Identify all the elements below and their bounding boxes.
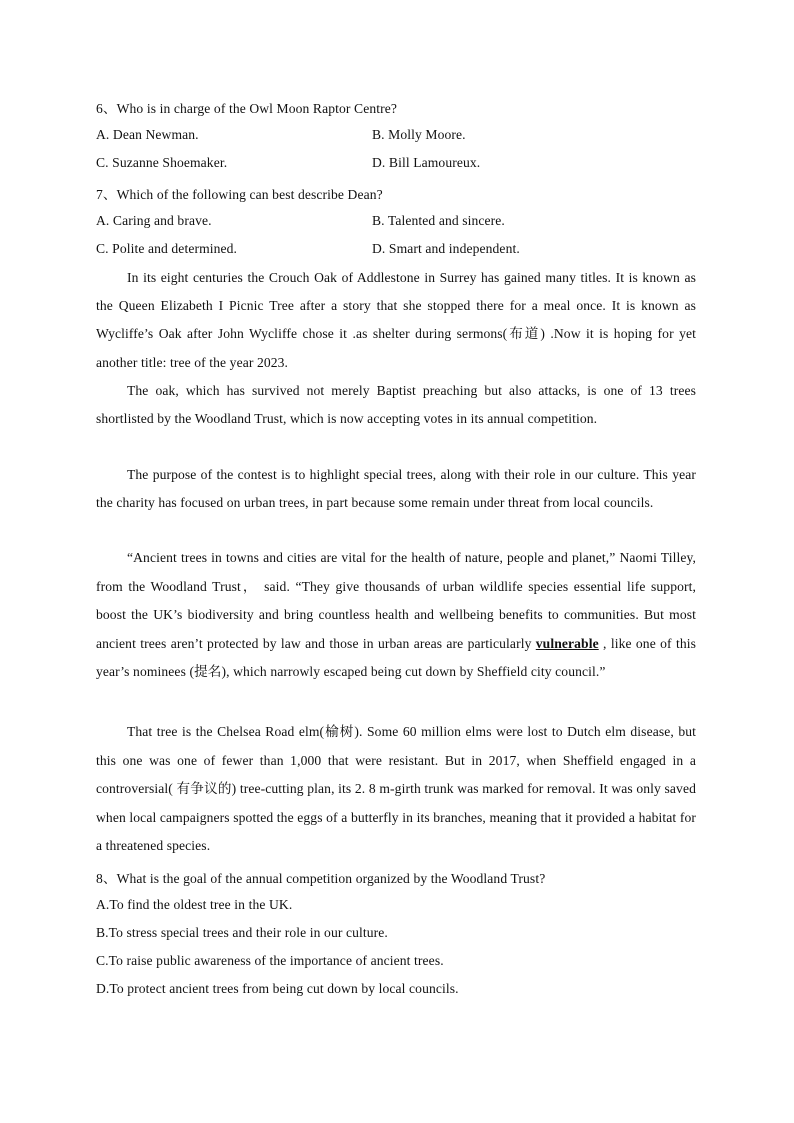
question-6-option-d: D. Bill Lamoureux. bbox=[372, 155, 481, 170]
question-8-option-a: A.To find the oldest tree in the UK. bbox=[96, 897, 293, 912]
keyword-vulnerable: vulnerable bbox=[535, 635, 599, 651]
paragraph-4-text-start: “Ancient trees in towns and cities are vital for the health of nature, people and planet,” Naomi Tilley, from the Woodland Trust， said. “They give thousands of urban wildlife species essential life support, boost the UK’s biodiversity and bring countless health and wellbeing benefits to communities. But most ancient trees aren’t protected by law and those in urban areas are particularly bbox=[96, 550, 696, 651]
question-6-option-c: C. Suzanne Shoemaker. bbox=[96, 155, 228, 170]
paragraph-4-text-end: , like one of this year’s nominees (提名), which narrowly escaped being cut down by Sheffield city council.” bbox=[96, 635, 696, 680]
question-7-option-b: B. Talented and sincere. bbox=[372, 213, 505, 228]
passage-paragraph-1: In its eight centuries the Crouch Oak of Addlestone in Surrey has gained many titles. It is known as the Queen Elizabeth I Picnic Tree after a story that she stopped there for a meal once. It is known as Wycliffe’s Oak after John Wycliffe chose it .as shelter during sermons(布道) .Now it is hoping for yet another title: tree of the year 2023. bbox=[96, 270, 696, 370]
question-8-stem: 8、What is the goal of the annual competition organized by the Woodland Trust? bbox=[96, 871, 546, 886]
question-6-stem: 6、Who is in charge of the Owl Moon Raptor Centre? bbox=[96, 101, 398, 116]
question-8-option-d: D.To protect ancient trees from being cut down by local councils. bbox=[96, 981, 459, 996]
question-6-option-b: B. Molly Moore. bbox=[372, 127, 466, 142]
question-7-option-a: A. Caring and brave. bbox=[96, 213, 212, 228]
question-8-option-c: C.To raise public awareness of the importance of ancient trees. bbox=[96, 953, 444, 968]
question-7-option-c: C. Polite and determined. bbox=[96, 241, 238, 256]
question-7-option-d: D. Smart and independent. bbox=[372, 241, 520, 256]
passage-paragraph-5: That tree is the Chelsea Road elm(榆树). Some 60 million elms were lost to Dutch elm disease, but this one was one of fewer than 1,000 that were resistant. But in 2017, when Sheffield engaged in a controversial( 有争议的) tree-cutting plan, its 2. 8 m-girth trunk was marked for removal. It was only saved when local campaigners spotted the eggs of a butterfly in its branches, meaning that it provided a habitat for a threatened species. bbox=[96, 724, 696, 854]
question-7-stem: 7、Which of the following can best describe Dean? bbox=[96, 187, 383, 202]
passage-paragraph-2: The oak, which has survived not merely Baptist preaching but also attacks, is one of 13 trees shortlisted by the Woodland Trust, which is now accepting votes in its annual competition. bbox=[96, 383, 696, 427]
question-8-option-b: B.To stress special trees and their role in our culture. bbox=[96, 925, 388, 940]
passage-paragraph-4 bbox=[96, 544, 696, 687]
question-6-option-a: A. Dean Newman. bbox=[96, 127, 199, 142]
passage-paragraph-3: The purpose of the contest is to highlight special trees, along with their role in our culture. This year the charity has focused on urban trees, in part because some remain under threat from local councils. bbox=[96, 467, 696, 511]
